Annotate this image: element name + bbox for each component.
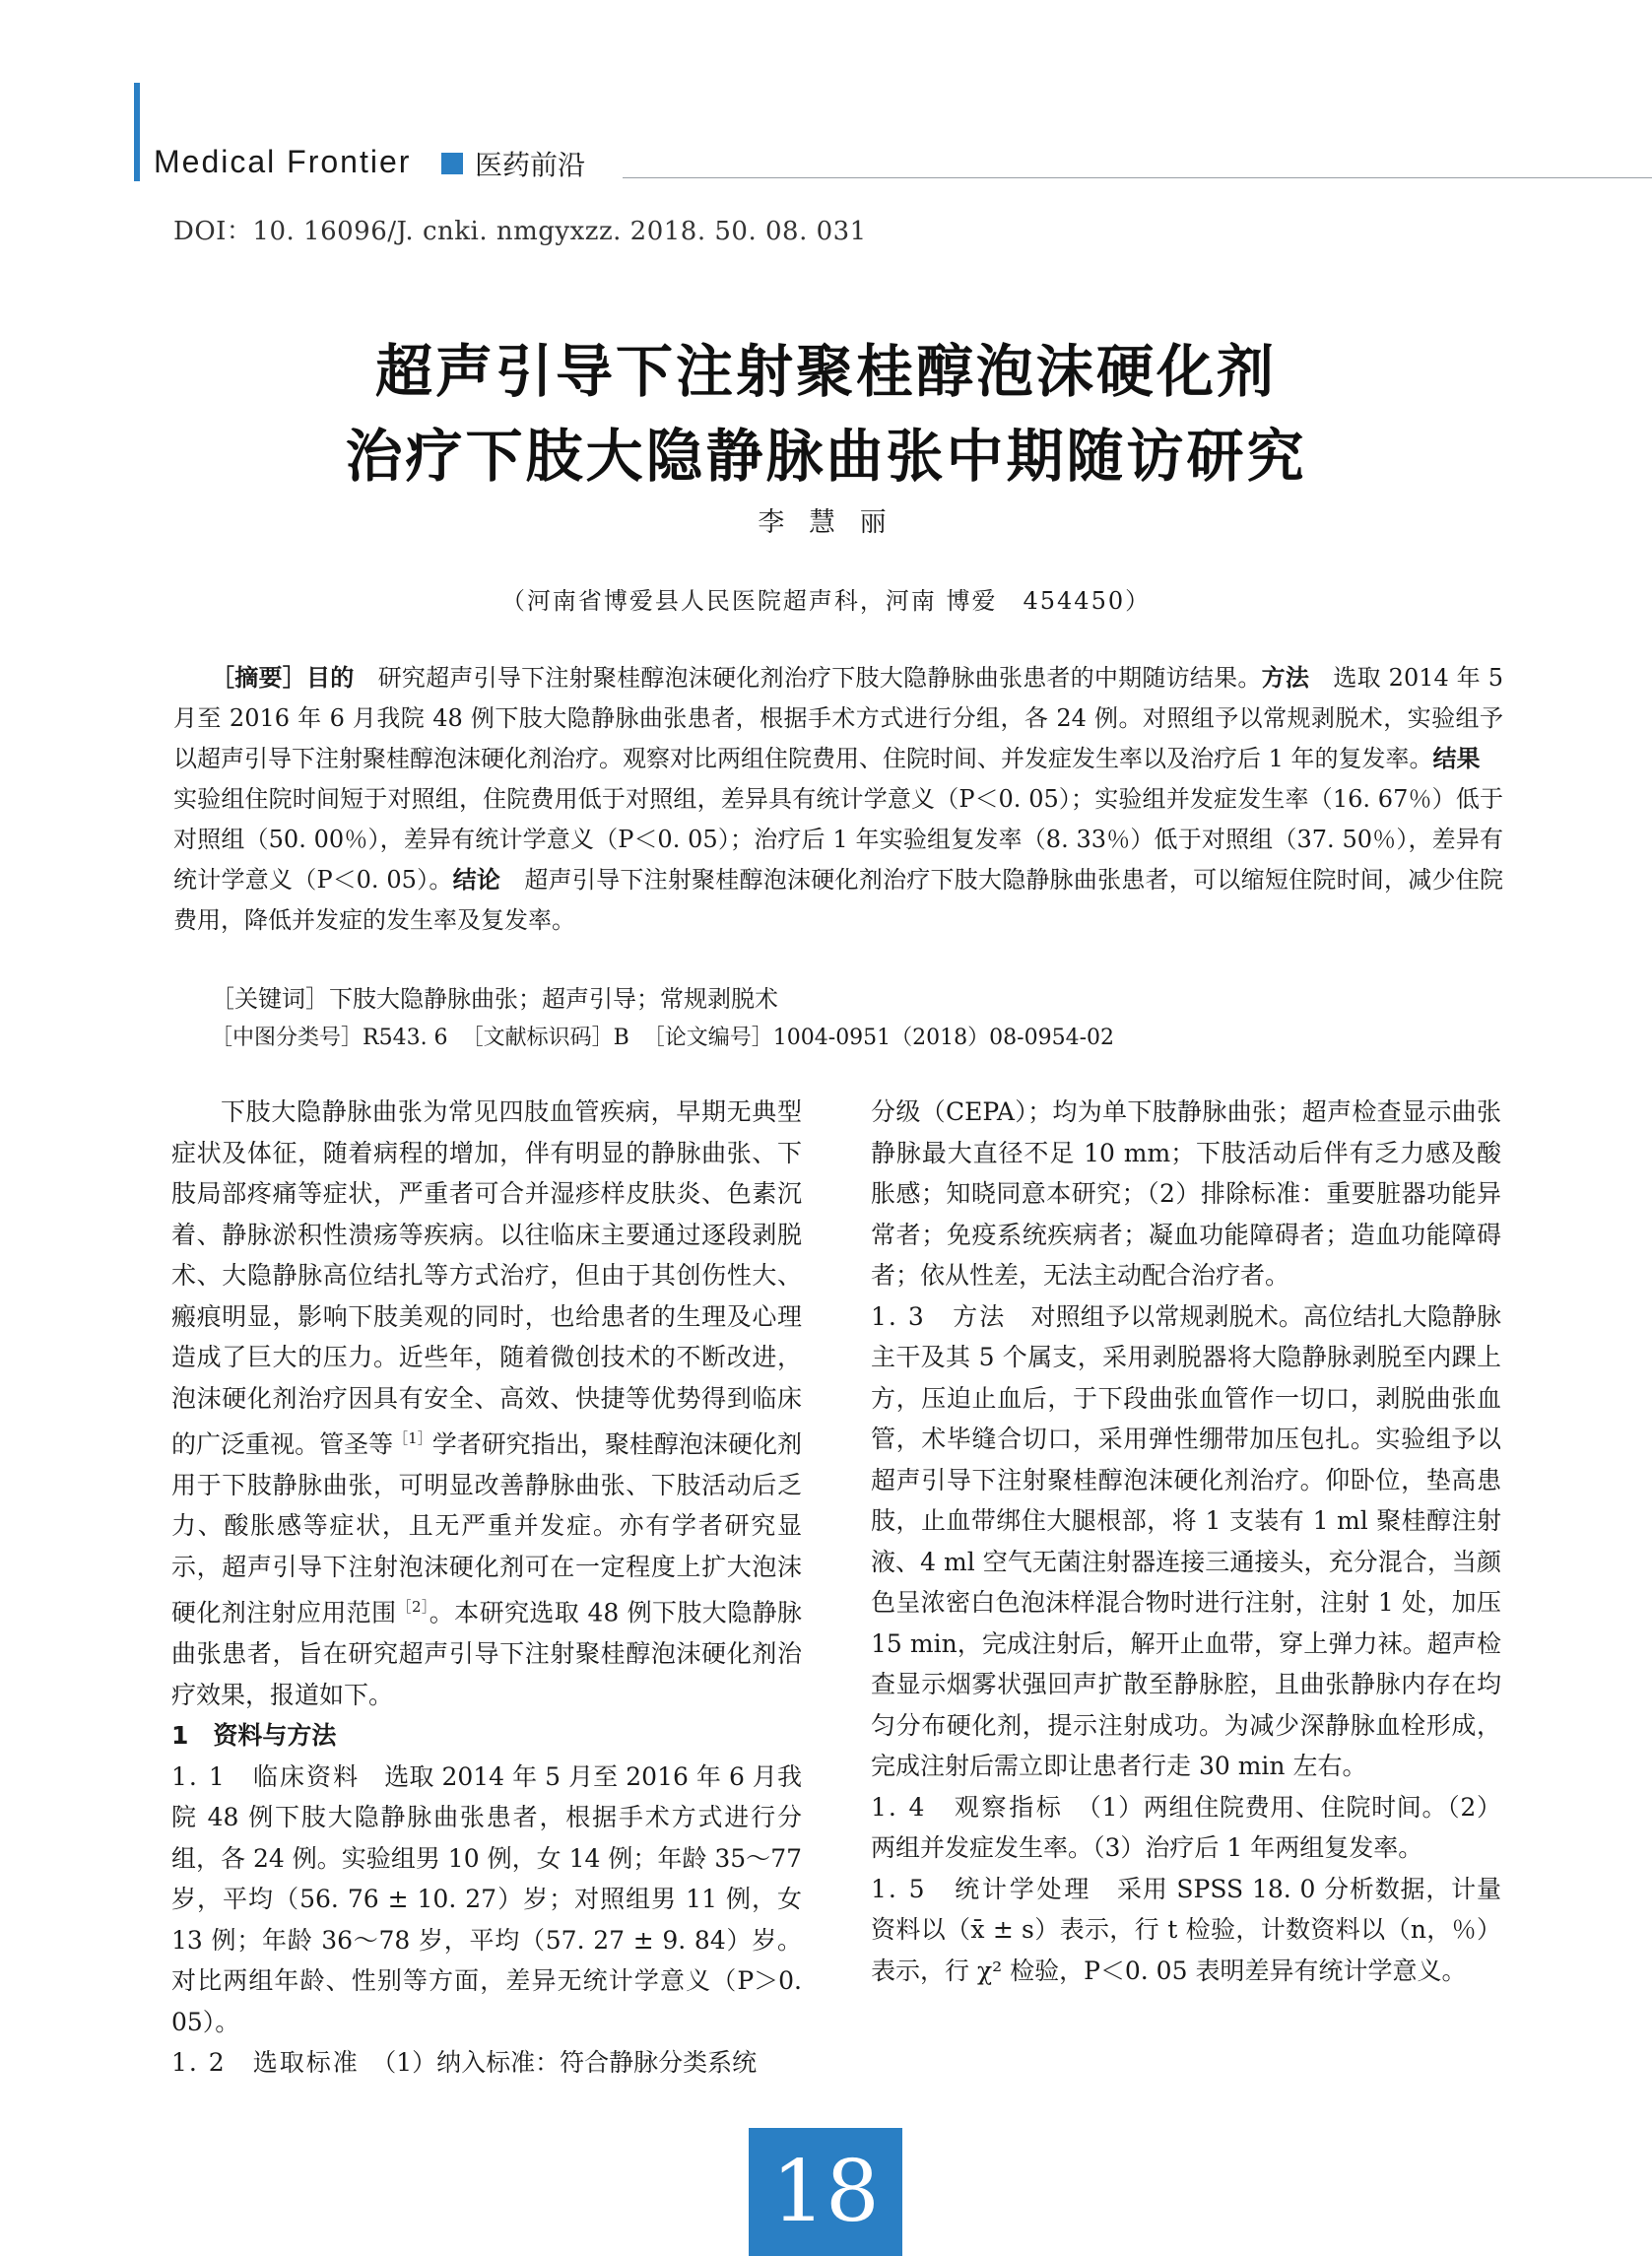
header-square-icon [441,153,463,174]
objective-label: 目的 [305,664,355,692]
header-accent-bar [134,83,140,181]
author: 李 慧 丽 [758,507,894,538]
keywords-label: ［关键词］ [211,985,329,1013]
section-1-2-continued: 分级（CEPA）；均为单下肢静脉曲张；超声检查显示曲张静脉最大直径不足 10 mm；下肢活动后伴有乏力感及酸胀感；知晓同意本研究；（2）排除标准：重要脏器功能异常者；免疫系统疾病者；凝血功能障碍者；造血功能障碍者；依从性差，无法主动配合治疗者。 [871,1097,1501,1290]
classification [211,1021,1114,1051]
clc-value: R543. 6 [363,1026,448,1050]
abstract-label: ［摘要］ [211,664,306,692]
section-1-1-label: 1. 1 临床资料 [171,1761,361,1791]
doc-code-label: ［文献标识码］ [461,1026,614,1050]
page-number: 18 [749,2128,902,2256]
doc-code-value: B [613,1026,629,1050]
intro-text-2: 学者研究指出，聚桂醇泡沫硬化剂用于下肢静脉曲张，可明显改善静脉曲张、下肢活动后乏力、酸胀感等症状，且无严重并发症。亦有学者研究显示，超声引导下注射泡沫硬化剂可在一定程度上扩大泡沫硬化剂注射应用范围 [171,1429,802,1627]
section-1-3 [871,1296,1501,1787]
section-1-3-label: 1. 3 方法 [871,1301,1007,1331]
affiliation: （河南省博爱县人民医院超声科，河南 博爱 454450） [500,587,1152,615]
clc-label: ［中图分类号］ [211,1026,363,1050]
section-1-1 [171,1757,802,2043]
section-1-4 [871,1787,1501,1869]
abstract [173,658,1503,941]
section-1-1-text: 选取 2014 年 5 月至 2016 年 6 月我院 48 例下肢大隐静脉曲张患者，根据手术方式进行分组，各 24 例。实验组男 10 例，女 14 例；年龄 35～77 岁，平均（56. 76 ± 10. 27）岁；对照组男 11 例，女 13 例；年龄 36～78 岁，平均（57. 27 ± 9. 84）岁。对比两组年龄、性别等方面，差异无统计学意义（P＞0. 05）。 [171,1761,802,2036]
intro-text-3: 。本研究选取 48 例下肢大隐静脉曲张患者，旨在研究超声引导下注射聚桂醇泡沫硬化剂治疗效果，报道如下。 [171,1598,802,1709]
section-1-5-label: 1. 5 统计学处理 [871,1874,1092,1903]
keywords-text: 下肢大隐静脉曲张；超声引导；常规剥脱术 [329,985,778,1013]
journal-name-en: Medical Frontier [154,144,412,179]
section-1-4-label: 1. 4 观察指标 [871,1792,1064,1822]
methods-text: 选取 2014 年 5 月至 2016 年 6 月我院 48 例下肢大隐静脉曲张患者，根据手术方式进行分组，各 24 例。对照组予以常规剥脱术，实验组予以超声引导下注射聚桂醇泡沫硬化剂治疗。观察对比两组住院费用、住院时间、并发症发生率以及治疗后 1 年的复发率。 [173,664,1504,772]
journal-section-cn: 医药前沿 [475,149,586,181]
title-line-2: 治疗下肢大隐静脉曲张中期随访研究 [345,423,1307,490]
article-number-label: ［论文编号］ [642,1026,773,1050]
section-1-3-text: 对照组予以常规剥脱术。高位结扎大隐静脉主干及其 5 个属支，采用剥脱器将大隐静脉剥脱至内踝上方，压迫止血后，于下段曲张血管作一切口，剥脱曲张血管，术毕缝合切口，采用弹性绷带加压包扎。实验组予以超声引导下注射聚桂醇泡沫硬化剂治疗。仰卧位，垫高患肢，止血带绑住大腿根部，将 1 支装有 1 ml 聚桂醇注射液、4 ml 空气无菌注射器连接三通接头，充分混合，当颜色呈浓密白色泡沫样混合物时进行注射，注射 1 处，加压 15 min，完成注射后，解开止血带，穿上弹力袜。超声检查显示烟雾状强回声扩散至静脉腔，且曲张静脉内存在均匀分布硬化剂，提示注射成功。为减少深静脉血栓形成，完成注射后需立即让患者行走 30 min 左右。 [871,1301,1501,1780]
keywords [211,979,778,1014]
section-1-4-text: （1）两组住院费用、住院时间。（2）两组并发症发生率。（3）治疗后 1 年两组复发率。 [871,1792,1501,1862]
title-line-1: 超声引导下注射聚桂醇泡沫硬化剂 [374,338,1277,405]
intro-text: 下肢大隐静脉曲张为常见四肢血管疾病，早期无典型症状及体征，随着病程的增加，伴有明显的静脉曲张、下肢局部疼痛等症状，严重者可合并湿疹样皮肤炎、色素沉着、静脉淤积性溃疡等疾病。以往临床主要通过逐段剥脱术、大隐静脉高位结扎等方式治疗，但由于其创伤性大、瘢痕明显，影响下肢美观的同时，也给患者的生理及心理造成了巨大的压力。近些年，随着微创技术的不断改进，泡沫硬化剂治疗因具有安全、高效、快捷等优势得到临床的广泛重视。管圣等 [171,1097,802,1459]
header-rule [623,177,1652,178]
ref-1[interactable]: ［1］ [393,1429,432,1447]
ref-2[interactable]: ［2］ [396,1598,430,1617]
section-1-2 [171,2042,802,2084]
section-1-2-text: （1）纳入标准：符合静脉分类系统 [359,2048,758,2078]
intro-paragraph [171,1092,802,1715]
conclusion-label: 结论 [452,866,501,894]
objective-text: 研究超声引导下注射聚桂醇泡沫硬化剂治疗下肢大隐静脉曲张患者的中期随访结果。 [354,664,1262,692]
section-1-5-text: 采用 SPSS 18. 0 分析数据，计量资料以（x̄ ± s）表示，行 t 检验，计数资料以（n，％）表示，行 χ² 检验，P＜0. 05 表明差异有统计学意义。 [871,1874,1501,1985]
methods-label: 方法 [1261,664,1310,692]
doi: DOI：10. 16096/J. cnki. nmgyxzz. 2018. 50. 08. 031 [173,217,867,246]
body-column-right [871,1092,1501,1991]
results-text: 实验组住院时间短于对照组，住院费用低于对照组，差异具有统计学意义（P＜0. 05）；实验组并发症发生率（16. 67％）低于对照组（50. 00％），差异有统计学意义（P＜0. 05）；治疗后 1 年实验组复发率（8. 33％）低于对照组（37. 50％），差异有统计学意义（P＜0. 05）。 [173,745,1504,894]
article-title [0,329,1652,498]
section-1-2-label: 1. 2 选取标准 [171,2048,360,2078]
section-heading-1: 1 资料与方法 [171,1721,337,1751]
results-label: 结果 [1432,745,1481,772]
abstract-paragraph [173,658,1503,941]
section-1-5 [871,1869,1501,1992]
article-number-value: 1004-0951（2018）08-0954-02 [772,1026,1115,1050]
body-column-left [171,1092,802,2084]
conclusion-text: 超声引导下注射聚桂醇泡沫硬化剂治疗下肢大隐静脉曲张患者，可以缩短住院时间，减少住院费用，降低并发症的发生率及复发率。 [173,866,1504,934]
running-header [154,144,1652,187]
